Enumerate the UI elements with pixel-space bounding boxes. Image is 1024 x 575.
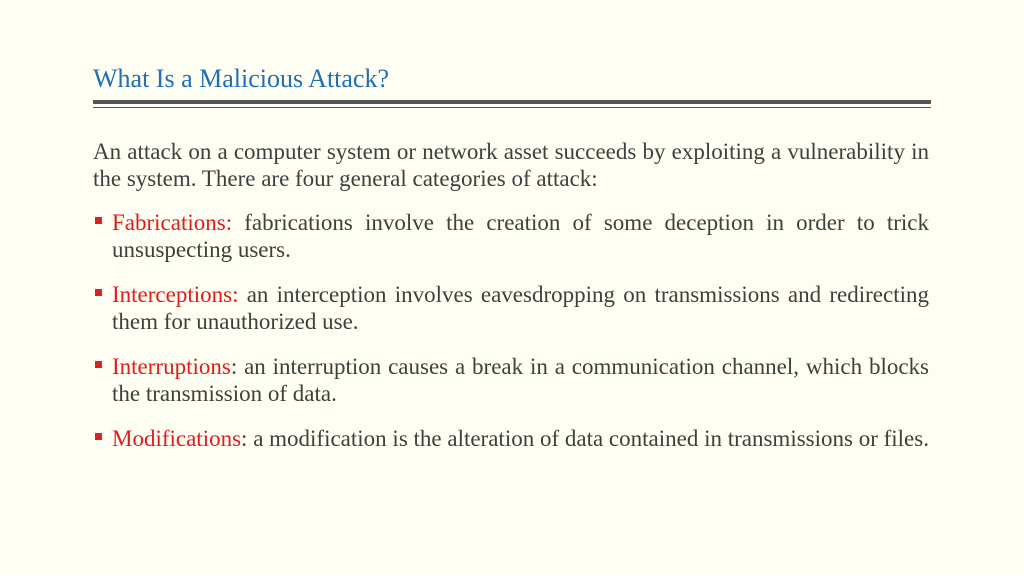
bullet-description: an interception involves eavesdropping on transmissions and redirecting them for unauthorized use.	[112, 282, 929, 334]
bullet-separator: :	[225, 210, 233, 235]
list-item-fabrications	[93, 209, 929, 263]
title-underline-thin	[93, 107, 931, 108]
bullet-separator: :	[232, 282, 239, 307]
title-underline-thick	[93, 100, 931, 104]
bullet-term: Fabrications	[112, 210, 226, 235]
attack-categories-list	[93, 209, 929, 452]
bullet-description: fabrications involve the creation of some deception in order to trick unsuspecting users.	[112, 210, 929, 262]
slide-title: What Is a Malicious Attack?	[93, 64, 390, 93]
bullet-separator: :	[230, 354, 238, 379]
bullet-separator: :	[241, 426, 248, 451]
bullet-term: Interruptions	[112, 354, 231, 379]
list-item-interruptions	[93, 353, 929, 407]
square-bullet-icon	[95, 433, 102, 440]
list-item-modifications	[93, 425, 929, 452]
bullet-term: Modifications	[112, 426, 242, 451]
intro-paragraph: An attack on a computer system or network asset succeeds by exploiting a vulnerability in the system. There are four general categories of attack:	[93, 139, 929, 191]
bullet-description: an interruption causes a break in a communication channel, which blocks the transmission of data.	[112, 354, 929, 406]
square-bullet-icon	[95, 361, 102, 368]
square-bullet-icon	[95, 289, 102, 296]
list-item-interceptions	[93, 281, 929, 335]
bullet-term: Interceptions	[112, 282, 233, 307]
slide-content	[93, 138, 929, 470]
square-bullet-icon	[95, 217, 102, 224]
bullet-description: a modification is the alteration of data contained in transmissions or files.	[247, 426, 929, 451]
